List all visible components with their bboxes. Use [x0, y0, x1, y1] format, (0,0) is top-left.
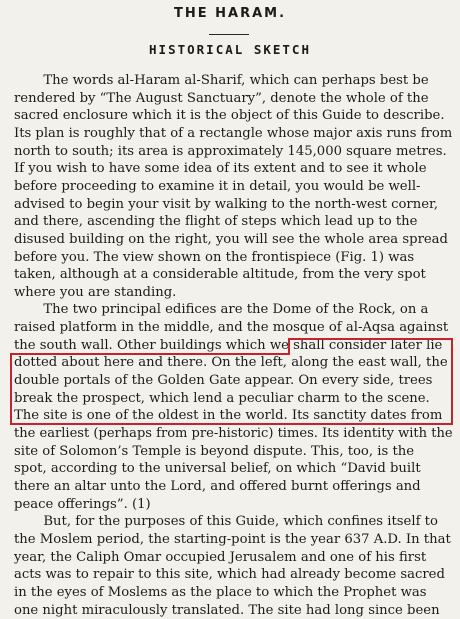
text-line: before proceeding to examine it in detail, you would be well- [14, 178, 421, 194]
text-line: and there, ascending the flight of steps which lead up to the [14, 214, 418, 230]
text-line: before you. The view shown on the frontispiece (Fig. 1) was [14, 249, 415, 265]
text-line: the Moslem period, the starting-point is the year 637 A.D. In that [14, 531, 451, 547]
text-line: sacred enclosure which it is the object of this Guide to describe. [14, 108, 445, 124]
page-title: THE HARAM. [173, 6, 287, 21]
text-line: rendered by “The August Sanctuary”, denote the whole of the [14, 90, 429, 106]
text-line: north to south; its area is approximately 145,000 square metres. [14, 143, 447, 159]
text-line: The site is one of the oldest in the world. Its sanctity dates from [14, 408, 443, 424]
text-line: raised platform in the middle, and the mosque of al-Aqsa against [14, 320, 449, 336]
text-line: If you wish to have some idea of its extent and to see it whole [14, 161, 427, 177]
text-line: Its plan is roughly that of a rectangle whose major axis runs from [14, 125, 453, 141]
text-line: dotted about here and there. On the left, along the east wall, the [14, 355, 448, 371]
text-line: The words al-Haram al-Sharif, which can perhaps best be [14, 73, 429, 88]
text-line: The two principal edifices are the Dome of the Rock, on a [14, 302, 429, 318]
text-line: acts was to repair to this site, which had already become sacred [14, 567, 445, 583]
text-line: advised to begin your visit by walking to the north-west corner, [14, 196, 439, 212]
text-line: taken, although at a considerable altitude, from the very spot [14, 267, 426, 283]
text-line: disused building on the right, you will see the whole area spread [14, 231, 448, 247]
text-line: where you are standing. [14, 284, 177, 300]
text-line: year, the Caliph Omar occupied Jerusalem and one of his first [14, 549, 427, 565]
text-line: double portals of the Golden Gate appear. On every side, trees [14, 373, 433, 389]
text-line: site of Solomon’s Temple is beyond dispute. This, too, is the [14, 443, 415, 459]
text-line: there an altar unto the Lord, and offered burnt offerings and [14, 478, 421, 494]
title-divider [209, 34, 249, 35]
text-line: spot, according to the universal belief, on which “David built [14, 461, 421, 477]
section-heading: HISTORICAL SKETCH [149, 42, 311, 57]
text-line: But, for the purposes of this Guide, which confines itself to [14, 514, 438, 530]
text-line: break the prospect, which lend a peculiar charm to the scene. [14, 390, 430, 406]
text-line: one night miraculously translated. The site had long since been [14, 602, 440, 618]
text-line: the earliest (perhaps from pre-historic) times. Its identity with the [14, 426, 453, 441]
text-line: in the eyes of Moslems as the place to which the Prophet was [14, 584, 427, 600]
text-line: the south wall. Other buildings which we shall consider later lie [14, 337, 443, 353]
text-line: peace offerings”. (1) [14, 496, 151, 512]
